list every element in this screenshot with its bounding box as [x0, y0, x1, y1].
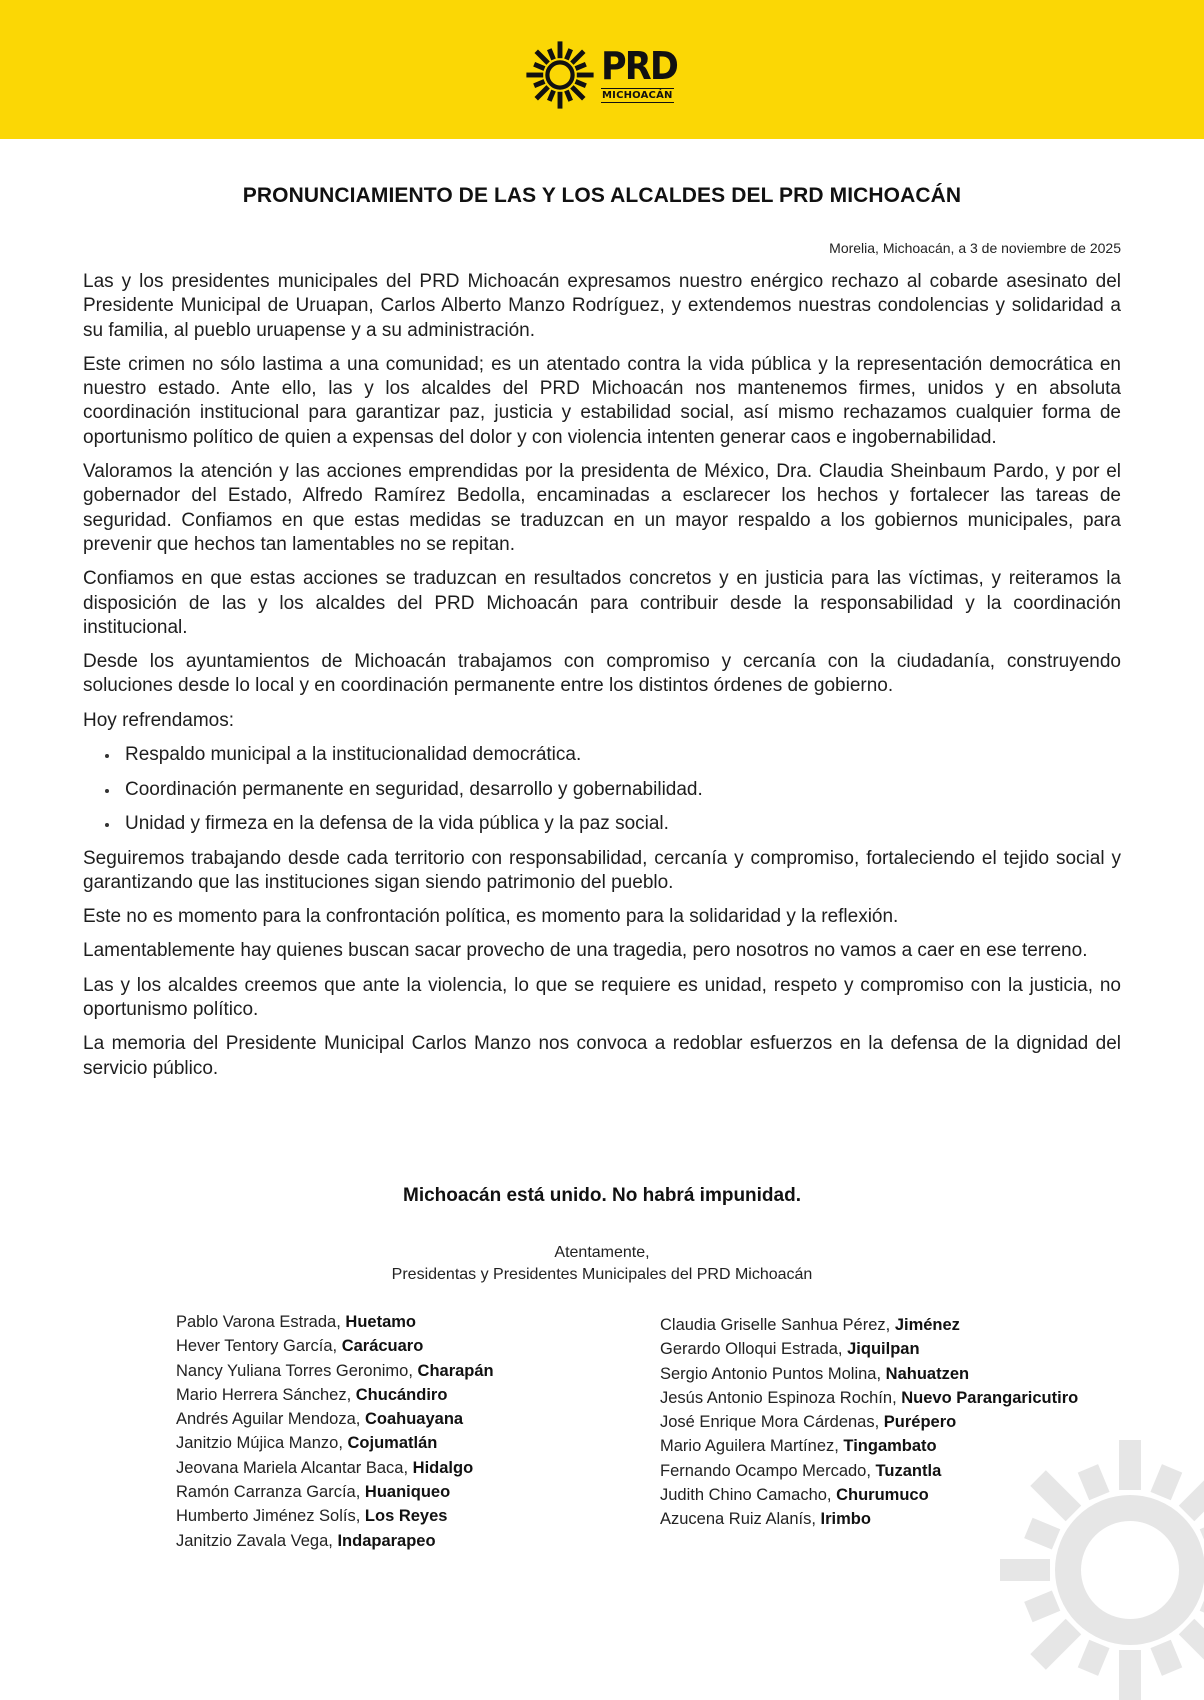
- signer-name: Mario Herrera Sánchez,: [176, 1385, 352, 1404]
- list-item: Respaldo municipal a la institucionalidad democrática.: [125, 743, 1121, 767]
- signer-municipality: Tuzantla: [875, 1461, 942, 1480]
- sun-ray: [575, 62, 587, 71]
- signer-name: Judith Chino Camacho,: [660, 1486, 832, 1505]
- dateline: Morelia, Michoacán, a 3 de noviembre de 2025: [829, 240, 1121, 256]
- signer-entry: [176, 1334, 494, 1358]
- prd-logo: [525, 40, 684, 110]
- commitments-list: [83, 743, 1121, 836]
- paragraph: Desde los ayuntamientos de Michoacán trabajamos con compromiso y cercanía con la ciudadanía, construyendo soluciones desde lo local y en coordinación permanente entre los distintos órdenes de gobierno.: [83, 651, 1121, 697]
- signer-entry: [660, 1362, 1078, 1386]
- signer-name: Janitzio Mújica Manzo,: [176, 1434, 343, 1453]
- sun-ray: [547, 90, 556, 102]
- signer-municipality: Coahuayana: [364, 1410, 464, 1429]
- document-title: PRONUNCIAMIENTO DE LAS Y LOS ALCALDES DEL PRD MICHOACÁN: [242, 184, 962, 207]
- paragraph: La memoria del Presidente Municipal Carlos Manzo nos convoca a redoblar esfuerzos en la defensa de la dignidad del servicio público.: [83, 1033, 1121, 1079]
- closing-signed-by: Presidentas y Presidentes Municipales del PRD Michoacán: [391, 1266, 813, 1283]
- signer-entry: [176, 1383, 494, 1407]
- signer-municipality: Jiménez: [894, 1316, 960, 1334]
- paragraph: Este no es momento para la confrontación política, es momento para la solidaridad y la reflexión.: [83, 906, 899, 928]
- sun-ray: [1119, 1650, 1141, 1700]
- sun-ray: [1000, 1559, 1050, 1581]
- paragraph: Hoy refrendamos:: [83, 709, 235, 731]
- signer-municipality: Nuevo Parangaricutiro: [901, 1388, 1079, 1407]
- sun-ray: [564, 48, 573, 60]
- signer-municipality: Hidalgo: [412, 1458, 474, 1477]
- signer-name: Claudia Griselle Sanhua Pérez,: [660, 1316, 891, 1334]
- logo-wordmark: [601, 43, 684, 103]
- signer-municipality: Churumuco: [836, 1486, 929, 1505]
- signer-entry: [176, 1359, 494, 1383]
- list-item: Unidad y firmeza en la defensa de la vida pública y la paz social.: [125, 812, 1121, 836]
- sun-ray: [547, 48, 556, 60]
- signer-municipality: Los Reyes: [364, 1507, 448, 1526]
- signer-entry: [176, 1431, 494, 1455]
- closing-salutation: Atentamente,: [554, 1244, 650, 1261]
- signer-municipality: Huetamo: [345, 1313, 416, 1331]
- header-banner: [0, 0, 1204, 139]
- signer-name: Humberto Jiménez Solís,: [176, 1507, 361, 1526]
- paragraph: Las y los presidentes municipales del PRD Michoacán expresamos nuestro enérgico rechazo al cobarde asesinato del Presidente Municipal de Uruapan, Carlos Alberto Manzo Rodríguez, y extendemos nuestras condolencias y solidaridad a su familia, al pueblo uruapense y a su administración.: [83, 271, 1121, 341]
- signer-municipality: Chucándiro: [355, 1385, 448, 1404]
- sun-ray: [1179, 1619, 1204, 1670]
- signer-municipality: Indaparapeo: [337, 1531, 436, 1550]
- sun-ray: [535, 85, 550, 100]
- signer-entry: [176, 1504, 494, 1528]
- document-body: [83, 270, 1121, 1091]
- signer-entry: [660, 1386, 1078, 1410]
- signer-name: Fernando Ocampo Mercado,: [660, 1461, 871, 1480]
- signer-municipality: Nahuatzen: [885, 1364, 970, 1383]
- signer-municipality: Purépero: [883, 1413, 957, 1432]
- signer-municipality: Tingambato: [843, 1437, 937, 1456]
- signer-municipality: Huaniqueo: [364, 1483, 451, 1502]
- sun-ray: [533, 62, 545, 71]
- slogan: Michoacán está unido. No habrá impunidad.: [403, 1185, 801, 1206]
- paragraphs-after-list: [83, 847, 1121, 1081]
- sun-ray: [577, 73, 594, 78]
- sun-icon: [525, 40, 595, 110]
- sun-ray: [1024, 1590, 1060, 1622]
- sun-watermark-icon: [1000, 1440, 1204, 1700]
- signer-entry: [176, 1529, 494, 1553]
- signers-left-column: [176, 1310, 494, 1553]
- signer-name: Hever Tentory García,: [176, 1337, 338, 1356]
- signer-entry: [660, 1337, 1078, 1361]
- signer-name: Jesús Antonio Espinoza Rochín,: [660, 1388, 897, 1407]
- sun-ray: [526, 73, 543, 78]
- sun-ray: [1150, 1640, 1182, 1676]
- signer-entry: [176, 1407, 494, 1431]
- paragraph: Lamentablemente hay quienes buscan sacar provecho de una tragedia, pero nosotros no vamos a caer en ese terreno.: [83, 940, 1088, 962]
- signer-municipality: Cojumatlán: [347, 1434, 438, 1453]
- sun-ray: [1030, 1619, 1081, 1670]
- signer-name: José Enrique Mora Cárdenas,: [660, 1413, 880, 1432]
- signer-name: Andrés Aguilar Mendoza,: [176, 1410, 361, 1429]
- signer-name: Pablo Varona Estrada,: [176, 1313, 341, 1331]
- signer-municipality: Carácuaro: [341, 1337, 424, 1356]
- signer-municipality: Irimbo: [820, 1510, 871, 1529]
- sun-ray: [533, 79, 545, 88]
- signer-name: Gerardo Olloqui Estrada,: [660, 1340, 843, 1359]
- signer-entry: [176, 1456, 494, 1480]
- signer-entry: [660, 1313, 1078, 1337]
- sun-ray: [1030, 1470, 1081, 1521]
- sun-ray: [558, 92, 563, 109]
- signer-municipality: Charapán: [417, 1361, 494, 1380]
- sun-ray: [564, 90, 573, 102]
- paragraph: Valoramos la atención y las acciones emprendidas por la presidenta de México, Dra. Claudia Sheinbaum Pardo, y por el gobernador del Estado, Alfredo Ramírez Bedolla, encaminadas a esclarecer los hechos y fortalecer las tareas de seguridad. Confiamos en que estas medidas se traduzcan en un mayor respaldo a los gobiernos municipales, para prevenir que hechos tan lamentables no se repitan.: [83, 461, 1121, 555]
- sun-ray: [570, 85, 585, 100]
- closing-block: [0, 1242, 1204, 1286]
- signer-name: Mario Aguilera Martínez,: [660, 1437, 839, 1456]
- paragraph: Seguiremos trabajando desde cada territorio con responsabilidad, cercanía y compromiso, fortaleciendo el tejido social y garantizando que las instituciones sigan siendo patrimonio del pueblo.: [83, 847, 1121, 893]
- signer-municipality: Jiquilpan: [847, 1340, 920, 1359]
- logo-prd-text: PRD: [601, 43, 678, 88]
- sun-ray: [1078, 1464, 1110, 1500]
- signer-name: Azucena Ruiz Alanís,: [660, 1510, 816, 1529]
- signer-name: Ramón Carranza García,: [176, 1483, 361, 1502]
- signer-name: Janitzio Zavala Vega,: [176, 1531, 333, 1550]
- paragraph: Este crimen no sólo lastima a una comunidad; es un atentado contra la vida pública y la representación democrática en nuestro estado. Ante ello, las y los alcaldes del PRD Michoacán nos mantenemos firmes, unidos y en absoluta coordinación institucional para garantizar paz, justicia y estabilidad social, así mismo rechazamos cualquier forma de oportunismo político de quien a expensas del dolor y con violencia intenten generar caos e ingobernabilidad.: [83, 353, 1121, 448]
- logo-state-text: MICHOACÁN: [602, 89, 673, 101]
- signer-name: Jeovana Mariela Alcantar Baca,: [176, 1458, 409, 1477]
- sun-ray: [535, 50, 550, 65]
- signer-entry: [660, 1410, 1078, 1434]
- signer-entry: [176, 1480, 494, 1504]
- sun-ray: [1024, 1518, 1060, 1550]
- signer-name: Sergio Antonio Puntos Molina,: [660, 1364, 882, 1383]
- sun-ray: [1078, 1640, 1110, 1676]
- sun-ray: [575, 79, 587, 88]
- sun-ray: [1179, 1470, 1204, 1521]
- signer-entry: [176, 1310, 494, 1334]
- sun-ray: [1119, 1440, 1141, 1490]
- paragraph: Confiamos en que estas acciones se traduzcan en resultados concretos y en justicia para las víctimas, y reiteramos la disposición de las y los alcaldes del PRD Michoacán para contribuir desde la responsabilidad y la coordinación institucional.: [83, 568, 1121, 638]
- sun-ray: [570, 50, 585, 65]
- signer-name: Nancy Yuliana Torres Geronimo,: [176, 1361, 413, 1380]
- paragraph: Las y los alcaldes creemos que ante la violencia, lo que se requiere es unidad, respeto y compromiso con la justicia, no oportunismo político.: [83, 974, 1121, 1021]
- list-item: Coordinación permanente en seguridad, desarrollo y gobernabilidad.: [125, 778, 1121, 802]
- sun-ray: [1150, 1464, 1182, 1500]
- sun-ray: [558, 41, 563, 58]
- paragraphs-before-list: [83, 270, 1121, 733]
